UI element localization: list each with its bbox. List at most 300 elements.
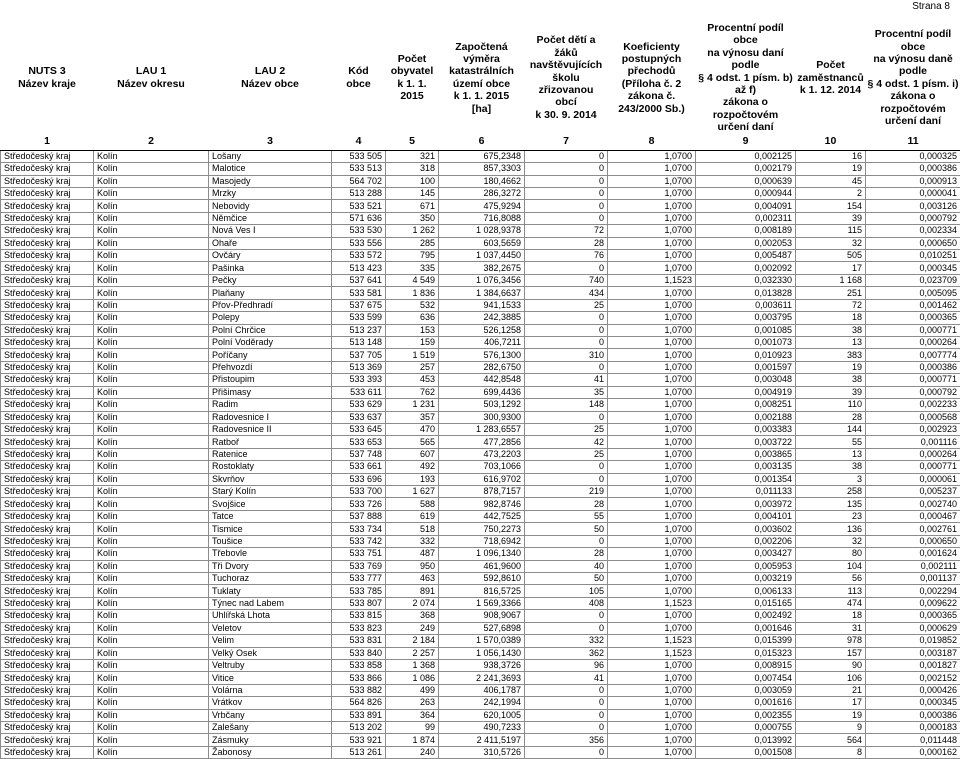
municipality-cell: Pašinka [209, 262, 332, 274]
tax-share-bf-cell: 0,003135 [696, 461, 796, 473]
table-row [1, 399, 960, 411]
tax-share-i-cell: 0,000264 [866, 336, 960, 348]
population-cell: 318 [386, 163, 439, 175]
cadastral-area-cell: 1 384,6637 [439, 287, 525, 299]
region-cell: Středočeský kraj [1, 535, 94, 547]
municipality-code-cell: 533 700 [332, 486, 386, 498]
district-cell: Kolín [94, 498, 209, 510]
tax-share-i-cell: 0,005095 [866, 287, 960, 299]
pupils-cell: 96 [525, 659, 608, 671]
tax-share-bf-cell: 0,003611 [696, 299, 796, 311]
region-cell: Středočeský kraj [1, 336, 94, 348]
population-cell: 364 [386, 709, 439, 721]
district-cell: Kolín [94, 411, 209, 423]
municipality-cell: Přov-Předhradí [209, 299, 332, 311]
municipality-code-cell: 533 840 [332, 647, 386, 659]
municipality-cell: Tři Dvory [209, 560, 332, 572]
municipality-code-cell: 533 581 [332, 287, 386, 299]
cadastral-area-cell: 382,2675 [439, 262, 525, 274]
municipality-code-cell: 533 696 [332, 473, 386, 485]
tax-share-i-cell: 0,002111 [866, 560, 960, 572]
employees-cell: 18 [796, 312, 866, 324]
cadastral-area-cell: 406,1787 [439, 684, 525, 696]
pupils-cell: 42 [525, 436, 608, 448]
pupils-cell: 55 [525, 510, 608, 522]
tax-share-i-cell: 0,002152 [866, 672, 960, 684]
cadastral-area-cell: 406,7211 [439, 336, 525, 348]
table-row [1, 262, 960, 274]
pupils-cell: 0 [525, 697, 608, 709]
population-cell: 257 [386, 361, 439, 373]
municipality-code-cell: 533 661 [332, 461, 386, 473]
region-cell: Středočeský kraj [1, 473, 94, 485]
municipality-code-cell: 533 645 [332, 423, 386, 435]
tax-share-i-cell: 0,000162 [866, 746, 960, 758]
district-cell: Kolín [94, 200, 209, 212]
tax-share-bf-cell: 0,001597 [696, 361, 796, 373]
tax-share-bf-cell: 0,002053 [696, 237, 796, 249]
municipality-code-cell: 513 261 [332, 746, 386, 758]
cadastral-area-cell: 857,3303 [439, 163, 525, 175]
municipality-cell: Tismice [209, 523, 332, 535]
municipality-code-cell: 533 831 [332, 635, 386, 647]
tax-share-bf-cell: 0,002206 [696, 535, 796, 547]
pupils-cell: 0 [525, 262, 608, 274]
table-row [1, 324, 960, 336]
region-cell: Středočeský kraj [1, 610, 94, 622]
tax-share-i-cell: 0,000386 [866, 361, 960, 373]
municipality-cell: Veletov [209, 622, 332, 634]
employees-cell: 80 [796, 548, 866, 560]
region-cell: Středočeský kraj [1, 187, 94, 199]
tax-share-bf-cell: 0,000755 [696, 722, 796, 734]
pupils-cell: 0 [525, 709, 608, 721]
region-cell: Středočeský kraj [1, 436, 94, 448]
tax-share-i-cell: 0,000467 [866, 510, 960, 522]
municipality-code-cell: 564 702 [332, 175, 386, 187]
table-row [1, 722, 960, 734]
cadastral-area-cell: 703,1066 [439, 461, 525, 473]
cadastral-area-cell: 526,1258 [439, 324, 525, 336]
district-cell: Kolín [94, 486, 209, 498]
municipality-code-cell: 533 599 [332, 312, 386, 324]
region-cell: Středočeský kraj [1, 548, 94, 560]
region-cell: Středočeský kraj [1, 523, 94, 535]
cadastral-area-cell: 699,4436 [439, 386, 525, 398]
region-cell: Středočeský kraj [1, 324, 94, 336]
table-row [1, 237, 960, 249]
coefficient-cell: 1,0700 [608, 510, 696, 522]
cadastral-area-cell: 503,1292 [439, 399, 525, 411]
tax-share-i-cell: 0,011448 [866, 734, 960, 746]
cadastral-area-cell: 180,4662 [439, 175, 525, 187]
district-cell: Kolín [94, 250, 209, 262]
coefficient-cell: 1,0700 [608, 212, 696, 224]
pupils-cell: 740 [525, 274, 608, 286]
cadastral-area-cell: 603,5659 [439, 237, 525, 249]
employees-cell: 564 [796, 734, 866, 746]
employees-cell: 104 [796, 560, 866, 572]
cadastral-area-cell: 242,3885 [439, 312, 525, 324]
column-number: 8 [608, 134, 696, 151]
municipality-code-cell: 513 288 [332, 187, 386, 199]
table-row [1, 423, 960, 435]
municipality-cell: Vrbčany [209, 709, 332, 721]
page-number-label: Strana 8 [912, 1, 950, 12]
table-row [1, 684, 960, 696]
district-cell: Kolín [94, 399, 209, 411]
population-cell: 607 [386, 448, 439, 460]
municipality-cell: Zalešany [209, 722, 332, 734]
municipality-cell: Tuklaty [209, 585, 332, 597]
column-header: Počet zaměstnanců k 1. 12. 2014 [796, 22, 866, 134]
municipality-code-cell: 537 748 [332, 448, 386, 460]
tax-share-i-cell: 0,002334 [866, 225, 960, 237]
region-cell: Středočeský kraj [1, 573, 94, 585]
municipality-code-cell: 571 636 [332, 212, 386, 224]
pupils-cell: 0 [525, 722, 608, 734]
employees-cell: 39 [796, 386, 866, 398]
district-cell: Kolín [94, 734, 209, 746]
cadastral-area-cell: 750,2273 [439, 523, 525, 535]
cadastral-area-cell: 310,5726 [439, 746, 525, 758]
municipality-cell: Volárna [209, 684, 332, 696]
column-number: 7 [525, 134, 608, 151]
tax-share-bf-cell: 0,002311 [696, 212, 796, 224]
tax-share-bf-cell: 0,003219 [696, 573, 796, 585]
tax-share-bf-cell: 0,013992 [696, 734, 796, 746]
table-row [1, 523, 960, 535]
district-cell: Kolín [94, 225, 209, 237]
municipality-cell: Svojšice [209, 498, 332, 510]
table-row [1, 647, 960, 659]
population-cell: 950 [386, 560, 439, 572]
coefficient-cell: 1,0700 [608, 734, 696, 746]
tax-share-bf-cell: 0,005487 [696, 250, 796, 262]
tax-share-i-cell: 0,003187 [866, 647, 960, 659]
table-row [1, 187, 960, 199]
pupils-cell: 434 [525, 287, 608, 299]
municipality-code-cell: 533 629 [332, 399, 386, 411]
column-header: Započtená výměra katastrálních území obce k 1. 1. 2015 [ha] [439, 22, 525, 134]
coefficient-cell: 1,1523 [608, 647, 696, 659]
tax-share-i-cell: 0,002294 [866, 585, 960, 597]
region-cell: Středočeský kraj [1, 622, 94, 634]
region-cell: Středočeský kraj [1, 684, 94, 696]
tax-share-i-cell: 0,001137 [866, 573, 960, 585]
tax-share-bf-cell: 0,011133 [696, 486, 796, 498]
cadastral-area-cell: 938,3726 [439, 659, 525, 671]
population-cell: 565 [386, 436, 439, 448]
district-cell: Kolín [94, 461, 209, 473]
tax-share-i-cell: 0,000568 [866, 411, 960, 423]
cadastral-area-cell: 941,1533 [439, 299, 525, 311]
district-cell: Kolín [94, 324, 209, 336]
district-cell: Kolín [94, 163, 209, 175]
region-cell: Středočeský kraj [1, 461, 94, 473]
employees-cell: 383 [796, 349, 866, 361]
pupils-cell: 332 [525, 635, 608, 647]
district-cell: Kolín [94, 361, 209, 373]
table-row [1, 361, 960, 373]
district-cell: Kolín [94, 274, 209, 286]
cadastral-area-cell: 816,5725 [439, 585, 525, 597]
column-number: 3 [209, 134, 332, 151]
district-cell: Kolín [94, 697, 209, 709]
table-row [1, 349, 960, 361]
cadastral-area-cell: 477,2856 [439, 436, 525, 448]
tax-share-i-cell: 0,000325 [866, 150, 960, 162]
population-cell: 368 [386, 610, 439, 622]
coefficient-cell: 1,0700 [608, 200, 696, 212]
column-number: 6 [439, 134, 525, 151]
table-row [1, 697, 960, 709]
population-cell: 518 [386, 523, 439, 535]
tax-share-i-cell: 0,002233 [866, 399, 960, 411]
tax-share-bf-cell: 0,015399 [696, 635, 796, 647]
cadastral-area-cell: 675,2348 [439, 150, 525, 162]
table-row [1, 659, 960, 671]
municipality-cell: Polní Chrčice [209, 324, 332, 336]
employees-cell: 978 [796, 635, 866, 647]
employees-cell: 13 [796, 336, 866, 348]
coefficient-cell: 1,0700 [608, 535, 696, 547]
pupils-cell: 0 [525, 473, 608, 485]
employees-cell: 1 168 [796, 274, 866, 286]
pupils-cell: 25 [525, 448, 608, 460]
employees-cell: 115 [796, 225, 866, 237]
municipality-cell: Přehvozdí [209, 361, 332, 373]
coefficient-cell: 1,0700 [608, 361, 696, 373]
employees-cell: 110 [796, 399, 866, 411]
municipality-code-cell: 513 369 [332, 361, 386, 373]
municipality-code-cell: 533 742 [332, 535, 386, 547]
table-row [1, 212, 960, 224]
district-cell: Kolín [94, 423, 209, 435]
population-cell: 159 [386, 336, 439, 348]
tax-share-i-cell: 0,007774 [866, 349, 960, 361]
municipality-code-cell: 533 777 [332, 573, 386, 585]
table-row [1, 250, 960, 262]
tax-share-bf-cell: 0,006133 [696, 585, 796, 597]
region-cell: Středočeský kraj [1, 423, 94, 435]
municipality-cell: Radim [209, 399, 332, 411]
coefficient-cell: 1,0700 [608, 150, 696, 162]
column-header: Počet obyvatel k 1. 1. 2015 [386, 22, 439, 134]
pupils-cell: 40 [525, 560, 608, 572]
municipality-code-cell: 533 769 [332, 560, 386, 572]
tax-share-bf-cell: 0,015165 [696, 597, 796, 609]
district-cell: Kolín [94, 212, 209, 224]
municipality-cell: Starý Kolín [209, 486, 332, 498]
pupils-cell: 0 [525, 361, 608, 373]
coefficient-cell: 1,0700 [608, 548, 696, 560]
employees-cell: 157 [796, 647, 866, 659]
pupils-cell: 356 [525, 734, 608, 746]
coefficient-cell: 1,0700 [608, 349, 696, 361]
municipality-code-cell: 537 705 [332, 349, 386, 361]
region-cell: Středočeský kraj [1, 262, 94, 274]
pupils-cell: 0 [525, 212, 608, 224]
region-cell: Středočeský kraj [1, 585, 94, 597]
pupils-cell: 0 [525, 684, 608, 696]
tax-share-i-cell: 0,000345 [866, 697, 960, 709]
table-row [1, 635, 960, 647]
population-cell: 153 [386, 324, 439, 336]
municipality-code-cell: 564 826 [332, 697, 386, 709]
tax-share-i-cell: 0,000426 [866, 684, 960, 696]
tax-share-bf-cell: 0,000944 [696, 187, 796, 199]
tax-share-bf-cell: 0,003427 [696, 548, 796, 560]
coefficient-cell: 1,0700 [608, 436, 696, 448]
employees-cell: 136 [796, 523, 866, 535]
population-cell: 145 [386, 187, 439, 199]
cadastral-area-cell: 490,7233 [439, 722, 525, 734]
table-row [1, 746, 960, 758]
pupils-cell: 0 [525, 324, 608, 336]
municipality-table [0, 22, 960, 759]
column-number: 5 [386, 134, 439, 151]
employees-cell: 19 [796, 163, 866, 175]
district-cell: Kolín [94, 523, 209, 535]
tax-share-i-cell: 0,000650 [866, 237, 960, 249]
employees-cell: 18 [796, 610, 866, 622]
population-cell: 762 [386, 386, 439, 398]
tax-share-i-cell: 0,001624 [866, 548, 960, 560]
tax-share-bf-cell: 0,005953 [696, 560, 796, 572]
tax-share-i-cell: 0,005237 [866, 486, 960, 498]
cadastral-area-cell: 716,8088 [439, 212, 525, 224]
population-cell: 499 [386, 684, 439, 696]
municipality-cell: Lošany [209, 150, 332, 162]
tax-share-bf-cell: 0,007454 [696, 672, 796, 684]
employees-cell: 45 [796, 175, 866, 187]
table-row [1, 548, 960, 560]
pupils-cell: 0 [525, 411, 608, 423]
pupils-cell: 0 [525, 312, 608, 324]
municipality-cell: Ohaře [209, 237, 332, 249]
region-cell: Středočeský kraj [1, 635, 94, 647]
district-cell: Kolín [94, 287, 209, 299]
cadastral-area-cell: 616,9702 [439, 473, 525, 485]
region-cell: Středočeský kraj [1, 361, 94, 373]
population-cell: 1 086 [386, 672, 439, 684]
population-cell: 1 519 [386, 349, 439, 361]
employees-cell: 474 [796, 597, 866, 609]
district-cell: Kolín [94, 386, 209, 398]
tax-share-i-cell: 0,000183 [866, 722, 960, 734]
population-cell: 350 [386, 212, 439, 224]
tax-share-i-cell: 0,000386 [866, 163, 960, 175]
cadastral-area-cell: 473,2203 [439, 448, 525, 460]
table-row [1, 597, 960, 609]
coefficient-cell: 1,0700 [608, 411, 696, 423]
municipality-code-cell: 533 891 [332, 709, 386, 721]
employees-cell: 505 [796, 250, 866, 262]
municipality-code-cell: 533 513 [332, 163, 386, 175]
cadastral-area-cell: 878,7157 [439, 486, 525, 498]
employees-cell: 32 [796, 535, 866, 547]
municipality-cell: Přistoupim [209, 374, 332, 386]
coefficient-cell: 1,0700 [608, 225, 696, 237]
tax-share-bf-cell: 0,002492 [696, 610, 796, 622]
column-header: LAU 2 Název obce [209, 22, 332, 134]
tax-share-i-cell: 0,023709 [866, 274, 960, 286]
municipality-code-cell: 533 858 [332, 659, 386, 671]
pupils-cell: 25 [525, 423, 608, 435]
district-cell: Kolín [94, 510, 209, 522]
region-cell: Středočeský kraj [1, 399, 94, 411]
coefficient-cell: 1,0700 [608, 299, 696, 311]
municipality-code-cell: 537 675 [332, 299, 386, 311]
coefficient-cell: 1,0700 [608, 250, 696, 262]
cadastral-area-cell: 1 096,1340 [439, 548, 525, 560]
region-cell: Středočeský kraj [1, 237, 94, 249]
population-cell: 492 [386, 461, 439, 473]
district-cell: Kolín [94, 746, 209, 758]
coefficient-cell: 1,0700 [608, 448, 696, 460]
tax-share-i-cell: 0,000913 [866, 175, 960, 187]
coefficient-cell: 1,0700 [608, 684, 696, 696]
tax-share-bf-cell: 0,002125 [696, 150, 796, 162]
district-cell: Kolín [94, 659, 209, 671]
region-cell: Středočeský kraj [1, 734, 94, 746]
pupils-cell: 0 [525, 622, 608, 634]
coefficient-cell: 1,1523 [608, 597, 696, 609]
population-cell: 1 874 [386, 734, 439, 746]
coefficient-cell: 1,0700 [608, 697, 696, 709]
district-cell: Kolín [94, 535, 209, 547]
region-cell: Středočeský kraj [1, 647, 94, 659]
coefficient-cell: 1,0700 [608, 473, 696, 485]
coefficient-cell: 1,0700 [608, 262, 696, 274]
tax-share-i-cell: 0,000771 [866, 374, 960, 386]
cadastral-area-cell: 442,8548 [439, 374, 525, 386]
employees-cell: 2 [796, 187, 866, 199]
district-cell: Kolín [94, 436, 209, 448]
region-cell: Středočeský kraj [1, 163, 94, 175]
municipality-cell: Třebovle [209, 548, 332, 560]
region-cell: Středočeský kraj [1, 374, 94, 386]
municipality-code-cell: 513 202 [332, 722, 386, 734]
district-cell: Kolín [94, 622, 209, 634]
region-cell: Středočeský kraj [1, 722, 94, 734]
pupils-cell: 0 [525, 175, 608, 187]
municipality-code-cell: 533 521 [332, 200, 386, 212]
pupils-cell: 105 [525, 585, 608, 597]
table-body [1, 150, 960, 759]
district-cell: Kolín [94, 448, 209, 460]
coefficient-cell: 1,0700 [608, 287, 696, 299]
pupils-cell: 25 [525, 299, 608, 311]
district-cell: Kolín [94, 573, 209, 585]
municipality-cell: Pečky [209, 274, 332, 286]
municipality-cell: Ratenice [209, 448, 332, 460]
tax-share-bf-cell: 0,010923 [696, 349, 796, 361]
cadastral-area-cell: 286,3272 [439, 187, 525, 199]
tax-share-i-cell: 0,000771 [866, 461, 960, 473]
municipality-cell: Toušice [209, 535, 332, 547]
region-cell: Středočeský kraj [1, 510, 94, 522]
table-row [1, 374, 960, 386]
pupils-cell: 408 [525, 597, 608, 609]
employees-cell: 90 [796, 659, 866, 671]
tax-share-bf-cell: 0,013828 [696, 287, 796, 299]
tax-share-i-cell: 0,000386 [866, 709, 960, 721]
table-row [1, 225, 960, 237]
coefficient-cell: 1,0700 [608, 659, 696, 671]
cadastral-area-cell: 1 056,1430 [439, 647, 525, 659]
